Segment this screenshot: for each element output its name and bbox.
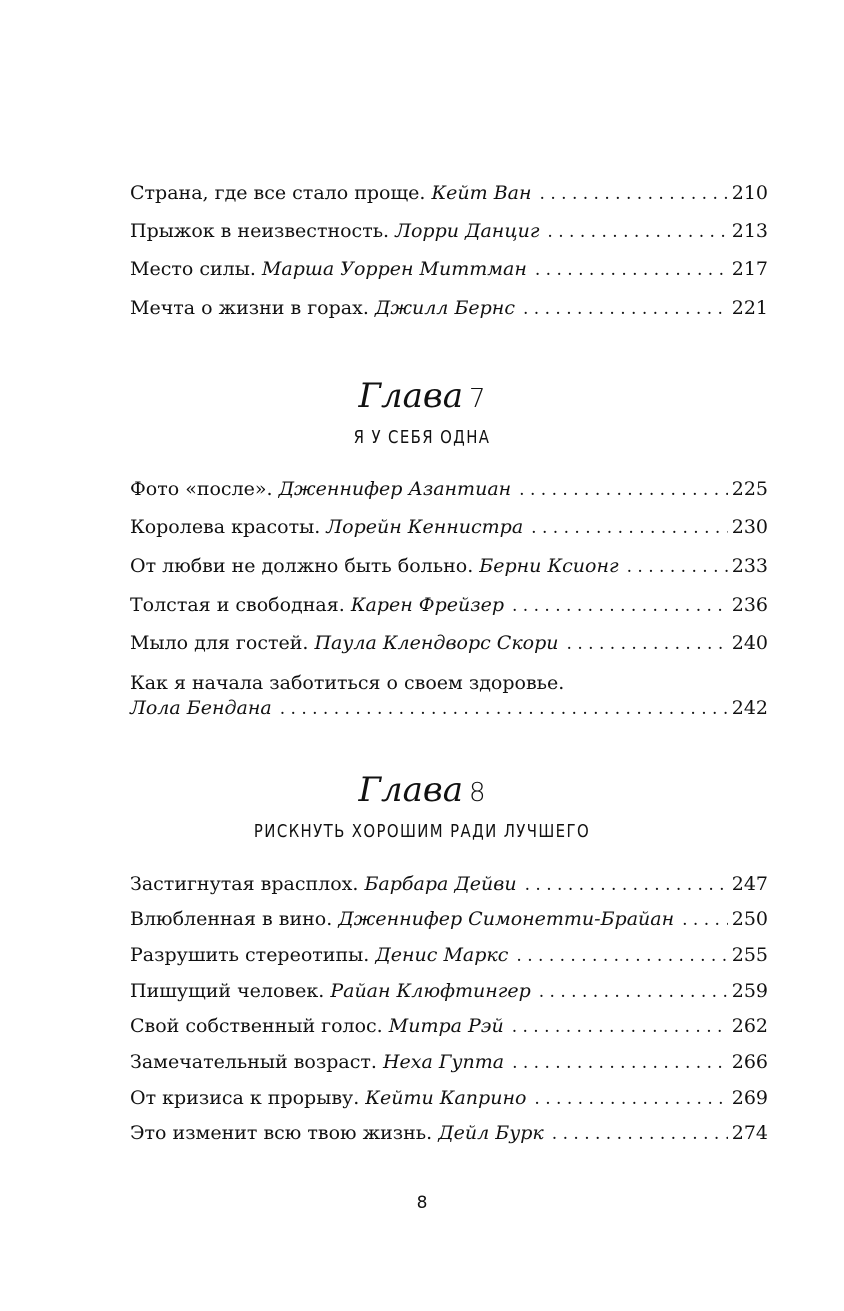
entry-title: Пишущий человек. (130, 980, 325, 1002)
entry-author: Барбара Дейви (364, 873, 517, 895)
entry-title: Мечта о жизни в горах. (130, 297, 369, 319)
entry-author: Лорейн Кеннистра (326, 516, 524, 538)
chapter-number: 7 (468, 384, 486, 414)
dot-leader (540, 179, 728, 209)
chapter-heading (0, 374, 844, 421)
entry-page: 240 (731, 632, 768, 654)
entry-author: Райан Клюфтингер (330, 980, 531, 1002)
entry-page: 255 (731, 944, 768, 966)
toc-entry (130, 551, 768, 581)
entry-title: Это изменит всю твою жизнь. (130, 1122, 433, 1144)
dot-leader (539, 977, 728, 1007)
chapter-title: РИСКНУТЬ ХОРОШИМ РАДИ ЛУЧШЕГО (253, 821, 591, 842)
entry-author: Карен Фрейзер (350, 594, 504, 616)
entry-page: 230 (731, 516, 768, 538)
entry-title: Мыло для гостей. (130, 632, 309, 654)
entry-author: Джилл Бернс (374, 297, 515, 319)
chapter-label: Глава (358, 376, 463, 416)
entry-page: 225 (731, 478, 768, 500)
dot-leader (552, 1119, 728, 1149)
chapter-number: 8 (468, 778, 486, 808)
toc-entry (130, 254, 768, 284)
dot-leader (525, 870, 728, 900)
entry-title: Прыжок в неизвестность. (130, 220, 390, 242)
entry-title: Страна, где все стало проще. (130, 182, 426, 204)
entry-author: Неха Гупта (382, 1051, 505, 1073)
entry-page: 269 (731, 1087, 768, 1109)
toc-entry (130, 904, 768, 934)
dot-leader (567, 629, 728, 659)
dot-leader (547, 217, 727, 247)
page-number: 8 (416, 1193, 428, 1213)
toc-entry (130, 940, 768, 970)
dot-leader (516, 941, 727, 971)
dot-leader (512, 1048, 728, 1078)
entry-author: Марша Уоррен Миттман (261, 258, 527, 280)
entry-title: Свой собственный голос. (130, 1015, 383, 1037)
entry-title: Как я начала заботиться о своем здоровье. (130, 672, 565, 694)
entry-page: 262 (731, 1015, 768, 1037)
toc-entry (130, 512, 768, 542)
toc-entry (130, 1047, 768, 1077)
entry-author: Паула Клендворс Скори (314, 632, 559, 654)
entry-author: Митра Рэй (388, 1015, 504, 1037)
dot-leader (512, 1012, 728, 1042)
dot-leader (280, 694, 728, 724)
entry-page: 274 (731, 1122, 768, 1144)
entry-title: Разрушить стереотипы. (130, 944, 370, 966)
toc-entry (130, 693, 768, 723)
chapter-heading (0, 768, 844, 815)
entry-title: Толстая и свободная. (130, 594, 345, 616)
entry-page: 259 (731, 980, 768, 1002)
entry-title: Фото «после». (130, 478, 273, 500)
entry-page: 221 (731, 297, 768, 319)
entry-author: Денис Маркс (375, 944, 509, 966)
chapter-title: Я У СЕБЯ ОДНА (353, 427, 491, 448)
entry-title: От любви не должно быть больно. (130, 555, 474, 577)
entry-title: Влюбленная в вино. (130, 908, 333, 930)
entry-page: 247 (731, 873, 768, 895)
entry-page: 236 (731, 594, 768, 616)
dot-leader (627, 552, 728, 582)
entry-author: Лола Бендана (130, 697, 272, 719)
dot-leader (523, 294, 728, 324)
dot-leader (535, 255, 728, 285)
dot-leader (519, 475, 728, 505)
entry-title: От кризиса к прорыву. (130, 1087, 360, 1109)
entry-page: 266 (731, 1051, 768, 1073)
entry-title: Место силы. (130, 258, 256, 280)
entry-page: 233 (731, 555, 768, 577)
toc-entry (130, 293, 768, 323)
dot-leader (531, 513, 728, 543)
entry-title: Застигнутая врасплох. (130, 873, 359, 895)
toc-entry (130, 474, 768, 504)
entry-author: Кейт Ван (431, 182, 532, 204)
toc-entry (130, 178, 768, 208)
entry-page: 217 (731, 258, 768, 280)
entry-author: Берни Ксионг (479, 555, 619, 577)
chapter-label: Глава (358, 770, 463, 810)
entry-page: 242 (731, 697, 768, 719)
entry-title: Замечательный возраст. (130, 1051, 377, 1073)
entry-author: Дженнифер Симонетти-Брайан (338, 908, 675, 930)
toc-entry (130, 869, 768, 899)
dot-leader (682, 905, 728, 935)
toc-entry (130, 1118, 768, 1148)
entry-author: Лорри Данциг (395, 220, 540, 242)
entry-page: 250 (731, 908, 768, 930)
toc-entry (130, 1083, 768, 1113)
toc-entry (130, 590, 768, 620)
toc-entry (130, 1011, 768, 1041)
entry-author: Кейти Каприно (365, 1087, 527, 1109)
entry-author: Дженнифер Азантиан (278, 478, 512, 500)
entry-page: 213 (731, 220, 768, 242)
dot-leader (512, 591, 728, 621)
entry-author: Дейл Бурк (438, 1122, 544, 1144)
dot-leader (534, 1084, 727, 1114)
toc-entry (130, 976, 768, 1006)
entry-title: Королева красоты. (130, 516, 321, 538)
entry-page: 210 (731, 182, 768, 204)
toc-entry (130, 216, 768, 246)
toc-entry (130, 628, 768, 658)
